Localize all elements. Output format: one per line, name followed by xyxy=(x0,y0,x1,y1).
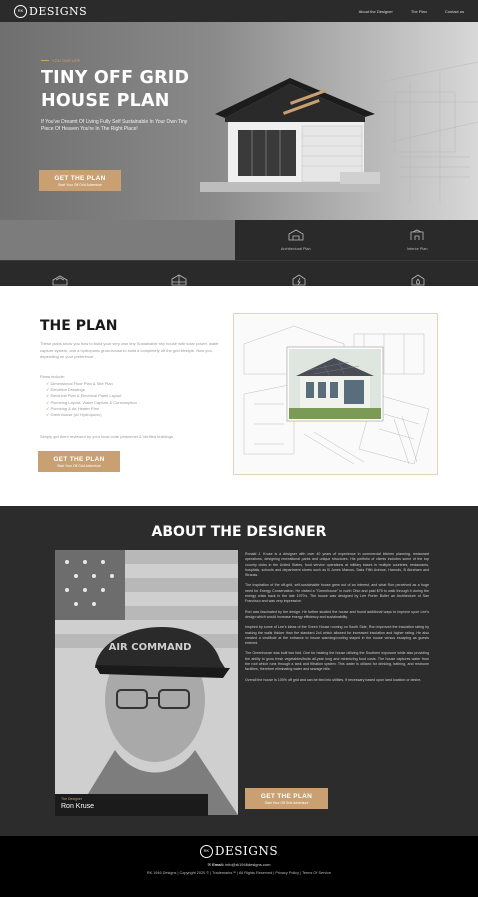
interior-icon xyxy=(409,229,425,241)
plan-get-plan-button[interactable] xyxy=(38,451,120,472)
plan-title: THE PLAN xyxy=(40,318,118,334)
about-bio xyxy=(245,552,429,688)
plan-section xyxy=(0,286,478,506)
mail-icon: ✉ xyxy=(207,862,211,867)
feature-row-top xyxy=(235,220,478,260)
plan-note: Simply get them reviewed by your local code personnel & Verified buildings xyxy=(40,434,173,439)
footer-logo[interactable] xyxy=(200,844,278,858)
feature-label: Interior Plan xyxy=(407,247,428,251)
logo-emblem: RK xyxy=(14,5,27,18)
nav-link-about[interactable]: About the Designer xyxy=(358,8,393,14)
house-icon xyxy=(288,229,304,241)
bio-paragraph: The Greenhouse was built two fold. One for heating the house utilizing the Southern exposure while also providing the ability to grow fresh vegetables/fruits all-year long and minimizing food costs. The house captures water from the roof which runs through a tank and filtration system. This water is utilized for drinking, bathing, and restroom facilities, therefore eliminating water and sewage bills. xyxy=(245,651,429,672)
hero-title xyxy=(41,67,241,113)
footer-copyright: RK 1946 Designs | Copyright 2020 © | Trademarks™ | All Rights Reserved | Privacy Policy | Terms Of Service xyxy=(146,871,332,875)
logo-wordmark: DESIGNS xyxy=(214,844,279,858)
hero-section xyxy=(0,22,478,286)
solar-house-icon xyxy=(52,274,68,286)
button-label: GET THE PLAN xyxy=(260,792,313,800)
button-label: GET THE PLAN xyxy=(53,455,105,463)
list-item: ✓ Greenhouse (w/ Hydroponic) xyxy=(46,412,137,418)
designer-portrait xyxy=(55,550,238,815)
hero-subtitle: If You've Dreamt Of Living Fully Self Sustainable In Your Own Tiny Piece Of Heaven You're In The Right Place! xyxy=(41,119,188,132)
list-item: ✓ Plumbing Layout, Water Capture & Consumption xyxy=(46,400,137,406)
about-get-plan-button[interactable] xyxy=(245,788,328,809)
site-logo[interactable] xyxy=(14,5,87,18)
bio-paragraph: Inspired by some of Lee's ideas of the Green House running on South Side, Ron improved the insulation rating by making the walls thicker than the standard 2x4 which allowed for increased insulation and higher rating. He also created a vestibule at the entrance to insure warming/cooling stayed in the house versus escaping as guests entered. xyxy=(245,625,429,646)
logo-wordmark: DESIGNS xyxy=(29,4,88,18)
list-item: ✓ Elevation Drawings xyxy=(46,387,137,393)
cap-text: AIR COMMAND xyxy=(108,642,192,653)
plan-blueprint-image xyxy=(233,313,438,475)
hero-eyebrow: YOU OUR LIFE xyxy=(41,58,241,63)
hero-text-block xyxy=(41,58,241,133)
designer-photo xyxy=(55,550,238,815)
button-label: GET THE PLAN xyxy=(54,174,106,182)
list-item: ✓ Electrical Plan & Electrical Panel Layout xyxy=(46,393,137,399)
bio-paragraph: Ron was fascinated by the design. He further studied the house and found additional ways to improve upon Lee's design which would increase energy efficiency and sustainability. xyxy=(245,609,429,619)
feature-architectural xyxy=(235,220,357,260)
top-navbar xyxy=(0,0,478,22)
about-section xyxy=(0,506,478,836)
hero-title-line1: TINY OFF GRID xyxy=(41,68,190,88)
plan-includes-list xyxy=(46,381,137,418)
email-label: Email: xyxy=(212,862,225,867)
greenhouse-icon xyxy=(171,274,187,286)
designer-name: Ron Kruse xyxy=(61,803,95,810)
blueprint-illustration xyxy=(234,314,437,474)
electrical-icon xyxy=(291,274,307,286)
bio-paragraph: The inspiration of the off-grid, self-sustainable house grew out of an interest, and what Ron perceived as a huge need for Energy Conservation. He visited a "Greenhouse" in north Ohio and paid $75 to walk through it during the energy crisis back in the late 1970's. The house was designed by Lee Porter Butler an Architecture of San Francisco and was very impressive. xyxy=(245,583,429,604)
designer-caption xyxy=(55,794,208,816)
bio-paragraph: Ronald J. Kruse is a designer with over 40 years of experience in commercial kitchen planning, restaurant operations, designing recreational parks and unique structures. His portfolio of clients includes some of the top country clubs in the United States, food service operations at military bases in multiple countries, restaurants, hospitals, schools and department stores such as B Jones Marcus, Saks Fifth Avenue, Harrods, B Abraham and Strauss. xyxy=(245,552,429,578)
designer-caption-label: The Designer xyxy=(61,797,83,801)
hero-title-line2: HOUSE PLAN xyxy=(41,91,170,111)
bio-paragraph: Overall the house is 100% off grid and can be tied into utilities, if necessary based upon land location or desire. xyxy=(245,677,422,682)
button-sublabel: Start Your Off Grid Adventure xyxy=(57,463,101,468)
nav-link-plan[interactable]: The Plan xyxy=(410,8,427,14)
email-link[interactable]: info@rk1946designs.com xyxy=(225,862,271,867)
logo-emblem: RK xyxy=(200,845,213,858)
footer-email xyxy=(208,862,271,867)
nav-links xyxy=(359,9,464,14)
plumbing-icon xyxy=(410,274,426,286)
hero-get-plan-button[interactable] xyxy=(39,170,121,191)
list-item: ✓ Plumbing & Air Heater Plan xyxy=(46,406,137,412)
nav-link-contact[interactable]: Contact us xyxy=(444,8,464,14)
button-sublabel: Start Your Off Grid Adventure xyxy=(58,182,102,187)
feature-label: Architectural Plan xyxy=(280,247,311,251)
plan-includes-heading: Plans include: xyxy=(40,374,65,379)
about-title: ABOUT THE DESIGNER xyxy=(151,524,327,540)
plan-description: These plans show you how to build your very own tiny Sustainable tiny house with solar power, water capture system, and a hydroponic grow-house to build a completely off the grid lifestyle. Now you, depending on your preference. xyxy=(40,341,219,359)
list-item: ✓ Dimensional Floor Plan & Site Plan xyxy=(46,381,137,387)
site-footer xyxy=(0,836,478,897)
feature-interior xyxy=(357,220,478,260)
button-sublabel: Start Your Off Grid Adventure xyxy=(264,800,309,805)
